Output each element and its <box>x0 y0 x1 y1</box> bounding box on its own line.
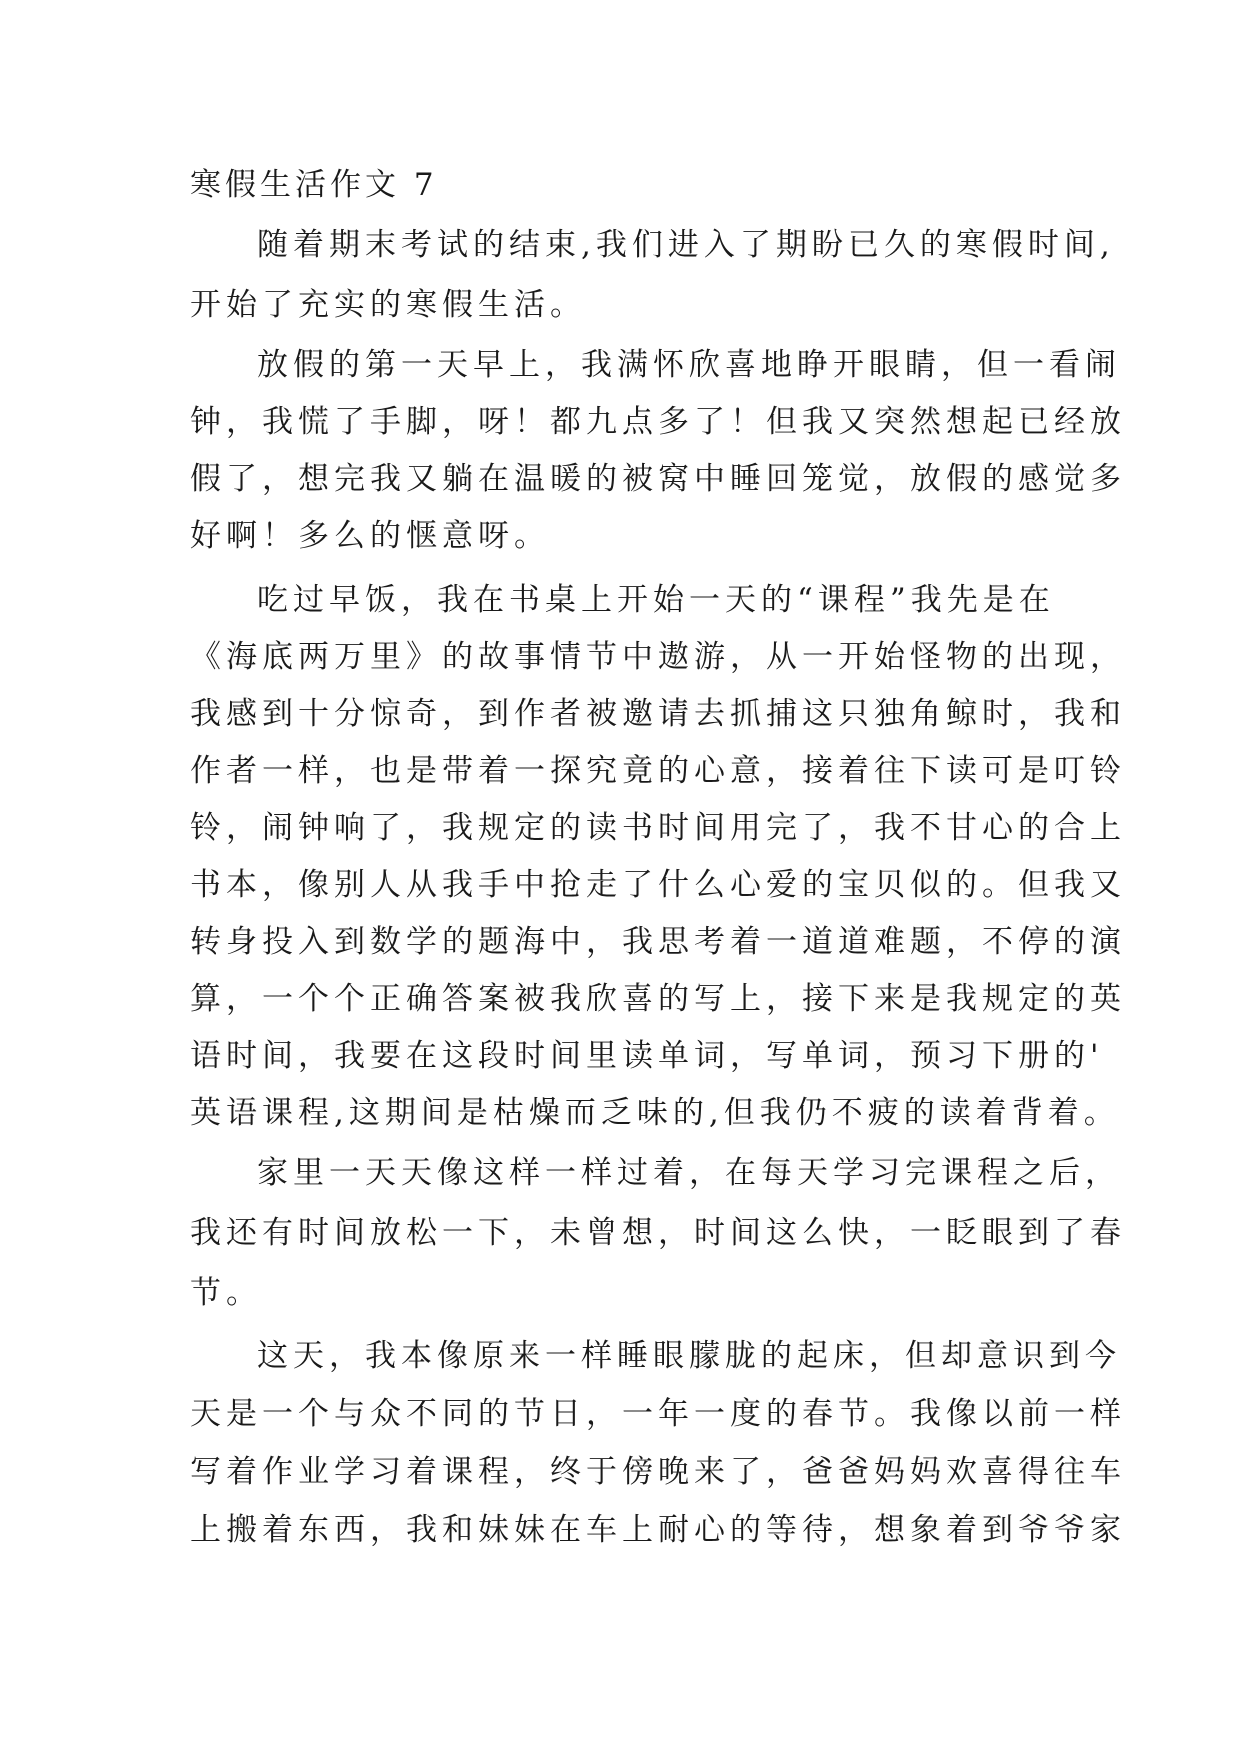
paragraph-line: 《海底两万里》的故事情节中遨游，从一开始怪物的出现， <box>190 639 1126 675</box>
paragraph-line: 开始了充实的寒假生活。 <box>190 287 586 323</box>
paragraph-line: 算，一个个正确答案被我欣喜的写上，接下来是我规定的英 <box>190 981 1126 1017</box>
paragraph-line: 家里一天天像这样一样过着，在每天学习完课程之后， <box>257 1155 1121 1191</box>
paragraph-line: 写着作业学习着课程，终于傍晚来了，爸爸妈妈欢喜得往车 <box>190 1454 1126 1490</box>
document-title: 寒假生活作文 7 <box>190 167 438 203</box>
paragraph-line: 吃过早饭，我在书桌上开始一天的“课程”我先是在 <box>257 582 1055 618</box>
paragraph-line: 随着期末考试的结束,我们进入了期盼已久的寒假时间, <box>257 227 1115 263</box>
paragraph-line: 英语课程,这期间是枯燥而乏味的,但我仍不疲的读着背着。 <box>190 1095 1120 1131</box>
paragraph-line: 钟，我慌了手脚，呀！都九点多了！但我又突然想起已经放 <box>190 404 1126 440</box>
paragraph-line: 书本，像别人从我手中抢走了什么心爱的宝贝似的。但我又 <box>190 867 1126 903</box>
paragraph-line: 作者一样，也是带着一探究竟的心意，接着往下读可是叮铃 <box>190 753 1126 789</box>
paragraph-line: 上搬着东西，我和妹妹在车上耐心的等待，想象着到爷爷家 <box>190 1512 1126 1548</box>
paragraph-line: 我感到十分惊奇，到作者被邀请去抓捕这只独角鲸时，我和 <box>190 696 1126 732</box>
paragraph-line: 节。 <box>190 1275 262 1311</box>
paragraph-line: 转身投入到数学的题海中，我思考着一道道难题，不停的演 <box>190 924 1126 960</box>
paragraph-line: 我还有时间放松一下，未曾想，时间这么快，一眨眼到了春 <box>190 1215 1126 1251</box>
paragraph-line: 铃，闹钟响了，我规定的读书时间用完了，我不甘心的合上 <box>190 810 1126 846</box>
paragraph-line: 放假的第一天早上，我满怀欣喜地睁开眼睛，但一看闹 <box>257 347 1121 383</box>
paragraph-line: 这天，我本像原来一样睡眼朦胧的起床，但却意识到今 <box>257 1338 1121 1374</box>
paragraph-line: 假了，想完我又躺在温暖的被窝中睡回笼觉，放假的感觉多 <box>190 461 1126 497</box>
paragraph-line: 天是一个与众不同的节日，一年一度的春节。我像以前一样 <box>190 1396 1126 1432</box>
paragraph-line: 好啊！多么的惬意呀。 <box>190 518 550 554</box>
paragraph-line: 语时间，我要在这段时间里读单词，写单词，预习下册的' <box>190 1038 1104 1074</box>
